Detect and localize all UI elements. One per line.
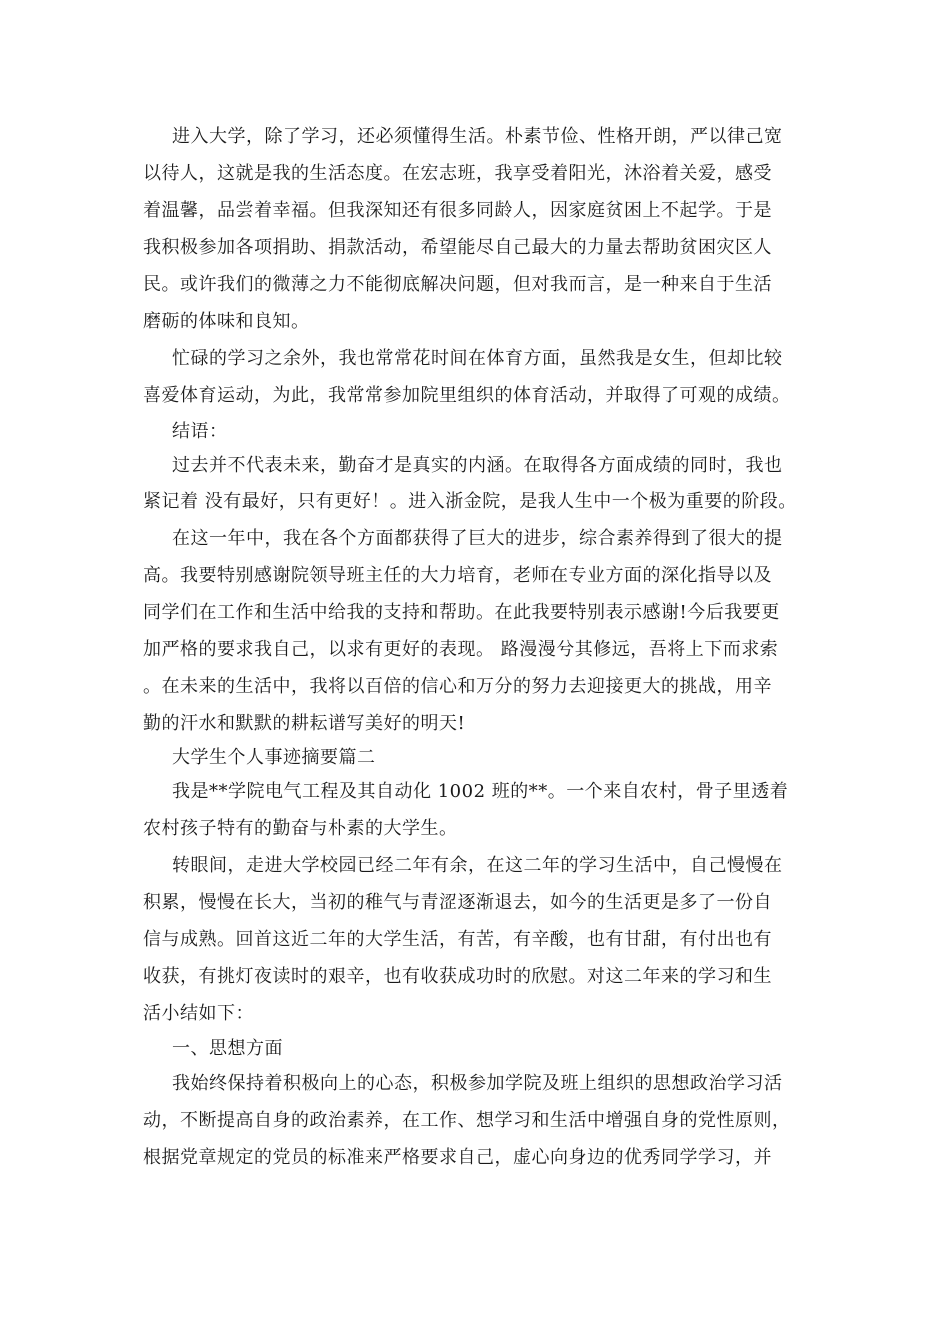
text-line: 以待人，这就是我的生活态度。在宏志班，我享受着阳光，沐浴着关爱，感受 <box>143 163 772 184</box>
text-line: 我积极参加各项捐助、捐款活动，希望能尽自己最大的力量去帮助贫困灾区人 <box>143 237 772 258</box>
text-line: 。在未来的生活中，我将以百倍的信心和万分的努力去迎接更大的挑战，用辛 <box>143 676 772 697</box>
text-line: 民。或许我们的微薄之力不能彻底解决问题，但对我而言，是一种来自于生活 <box>143 274 772 295</box>
text-line: 信与成熟。回首这近二年的大学生活，有苦，有辛酸，也有甘甜，有付出也有 <box>143 929 772 950</box>
text-line: 进入大学，除了学习，还必须懂得生活。朴素节俭、性格开朗，严以律己宽 <box>172 126 783 147</box>
text-line: 农村孩子特有的勤奋与朴素的大学生。 <box>143 818 458 839</box>
text-line: 加严格的要求我自己，以求有更好的表现。 路漫漫兮其修远，吾将上下而求索 <box>143 639 779 660</box>
section-heading: 结语： <box>172 421 228 442</box>
text-line: 动，不断提高自身的政治素养，在工作、想学习和生活中增强自身的党性原则， <box>143 1110 791 1131</box>
text-line: 磨砺的体味和良知。 <box>143 311 310 332</box>
text-line: 过去并不代表未来，勤奋才是真实的内涵。在取得各方面成绩的同时，我也 <box>172 455 783 476</box>
text-line: 同学们在工作和生活中给我的支持和帮助。在此我要特别表示感谢!今后我要更 <box>143 602 780 623</box>
section-heading: 大学生个人事迹摘要篇二 <box>172 747 376 768</box>
text-line: 收获，有挑灯夜读时的艰辛，也有收获成功时的欣慰。对这二年来的学习和生 <box>143 966 772 987</box>
text-line: 勤的汗水和默默的耕耘谱写美好的明天! <box>143 713 466 734</box>
text-line: 我始终保持着积极向上的心态，积极参加学院及班上组织的思想政治学习活 <box>172 1073 783 1094</box>
text-line: 喜爱体育运动，为此，我常常参加院里组织的体育活动，并取得了可观的成绩。 <box>143 385 791 406</box>
section-heading: 一、思想方面 <box>172 1038 283 1059</box>
text-line: 着温馨，品尝着幸福。但我深知还有很多同龄人，因家庭贫困上不起学。于是 <box>143 200 772 221</box>
text-line: 在这一年中，我在各个方面都获得了巨大的进步，综合素养得到了很大的提 <box>172 528 783 549</box>
text-line: 根据党章规定的党员的标准来严格要求自己，虚心向身边的优秀同学学习，并 <box>143 1147 772 1168</box>
text-line: 活小结如下： <box>143 1003 254 1024</box>
text-line: 高。我要特别感谢院领导班主任的大力培育，老师在专业方面的深化指导以及 <box>143 565 772 586</box>
text-line: 转眼间，走进大学校园已经二年有余，在这二年的学习生活中，自己慢慢在 <box>172 855 783 876</box>
text-line: 紧记着 没有最好，只有更好！。进入浙金院，是我人生中一个极为重要的阶段。 <box>143 491 797 512</box>
text-line: 我是**学院电气工程及其自动化 1002 班的**。一个来自农村，骨子里透着 <box>172 781 789 802</box>
text-line: 积累，慢慢在长大，当初的稚气与青涩逐渐退去，如今的生活更是多了一份自 <box>143 892 772 913</box>
text-line: 忙碌的学习之余外，我也常常花时间在体育方面，虽然我是女生，但却比较 <box>172 348 783 369</box>
